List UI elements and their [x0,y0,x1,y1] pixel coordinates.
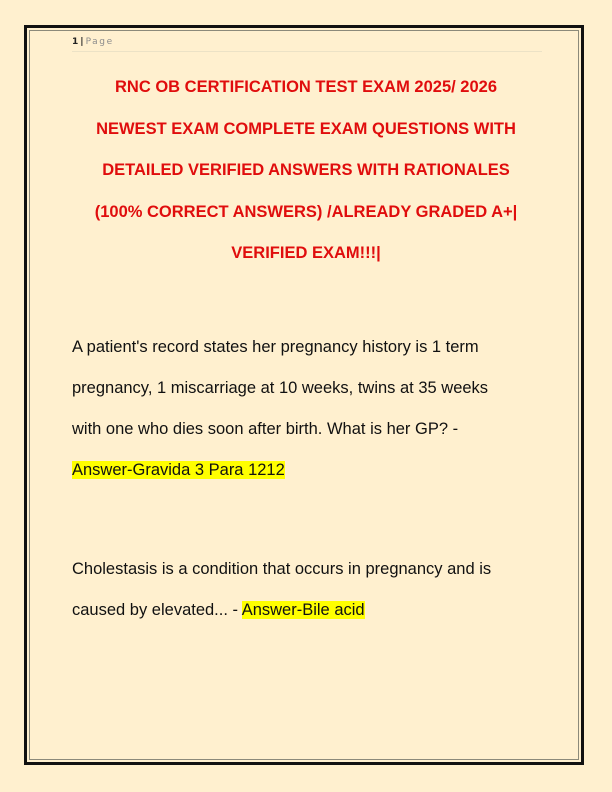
question-text-line: pregnancy, 1 miscarriage at 10 weeks, twins at 35 weeks [72,379,489,397]
answer-highlight: Answer-Bile acid [241,601,365,619]
question-text-line: A patient's record states her pregnancy history is 1 term [72,338,479,356]
title-line: NEWEST EXAM COMPLETE EXAM QUESTIONS WITH [96,119,516,138]
page-header [72,36,542,52]
page-separator: | [80,37,84,47]
page-label: Page [85,37,114,47]
title-line: RNC OB CERTIFICATION TEST EXAM 2025/ 2026 [114,78,498,96]
question-block [72,549,552,631]
question-text-line: with one who dies soon after birth. What is her GP? - [72,420,459,438]
question-text-tail: caused by elevated... - [72,601,242,619]
question-block [72,327,552,491]
answer-highlight: Answer-Gravida 3 Para 1212 [72,461,285,479]
title-line: DETAILED VERIFIED ANSWERS WITH RATIONALES [102,161,510,179]
answer-line [72,590,552,631]
title-line: VERIFIED EXAM!!!| [231,244,381,262]
title-line: (100% CORRECT ANSWERS) /ALREADY GRADED A+| [94,202,518,221]
document-title [60,67,552,275]
question-text-line: Cholestasis is a condition that occurs in pregnancy and is [72,560,492,578]
page-number: 1 [72,37,79,47]
answer-line [72,450,552,491]
